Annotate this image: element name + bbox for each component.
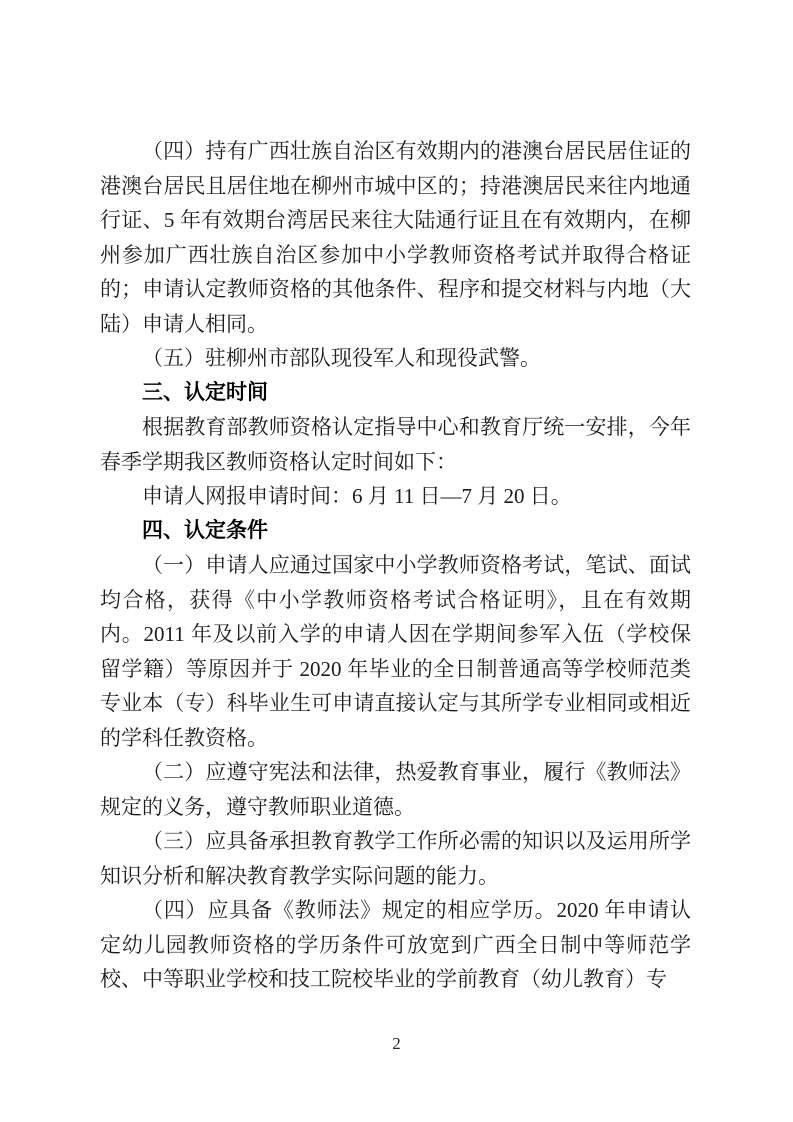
paragraph-condition-3-knowledge: （三）应具备承担教育教学工作所必需的知识以及运用所学知识分析和解决教育教学实际问题的能力。: [100, 829, 691, 888]
paragraph-condition-2-law: （二）应遵守宪法和法律，热爱教育事业，履行《教师法》规定的义务，遵守教师职业道德。: [100, 760, 691, 819]
page-number: 2: [392, 1034, 401, 1053]
paragraph-clause-5-military: （五）驻柳州市部队现役军人和现役武警。: [142, 346, 541, 370]
paragraph-condition-4-education-level: （四）应具备《教师法》规定的相应学历。2020 年申请认定幼儿园教师资格的学历条件可放宽到广西全日制中等师范学校、中等职业学校和技工院校毕业的学前教育（幼儿教育）专: [100, 898, 691, 991]
section-heading-certification-time: 三、认定时间: [142, 380, 268, 404]
section-heading-certification-conditions: 四、认定条件: [142, 518, 268, 542]
paragraph-online-application-period: 申请人网报申请时间：6 月 11 日—7 月 20 日。: [142, 484, 572, 508]
paragraph-condition-1-exam: （一）申请人应通过国家中小学教师资格考试，笔试、面试均合格，获得《中小学教师资格考试合格证明》，且在有效期内。2011 年及以前入学的申请人因在学期间参军入伍（学校保留学籍）等原因并于 2020 年毕业的全日制普通高等学校师范类专业本（专）科毕业生可申请直接认定与其所学专业相同或相近的学科任教资格。: [100, 553, 691, 750]
paragraph-certification-schedule-intro: 根据教育部教师资格认定指导中心和教育厅统一安排，今年春季学期我区教师资格认定时间如下：: [100, 415, 691, 474]
document-body: [100, 134, 691, 997]
paragraph-clause-4-hmt-residents: （四）持有广西壮族自治区有效期内的港澳台居民居住证的港澳台居民且居住地在柳州市城中区的；持港澳居民来往内地通行证、5 年有效期台湾居民来往大陆通行证且在有效期内，在柳州参加广西壮族自治区参加中小学教师资格考试并取得合格证的；申请认定教师资格的其他条件、程序和提交材料与内地（大陆）申请人相同。: [100, 139, 691, 336]
